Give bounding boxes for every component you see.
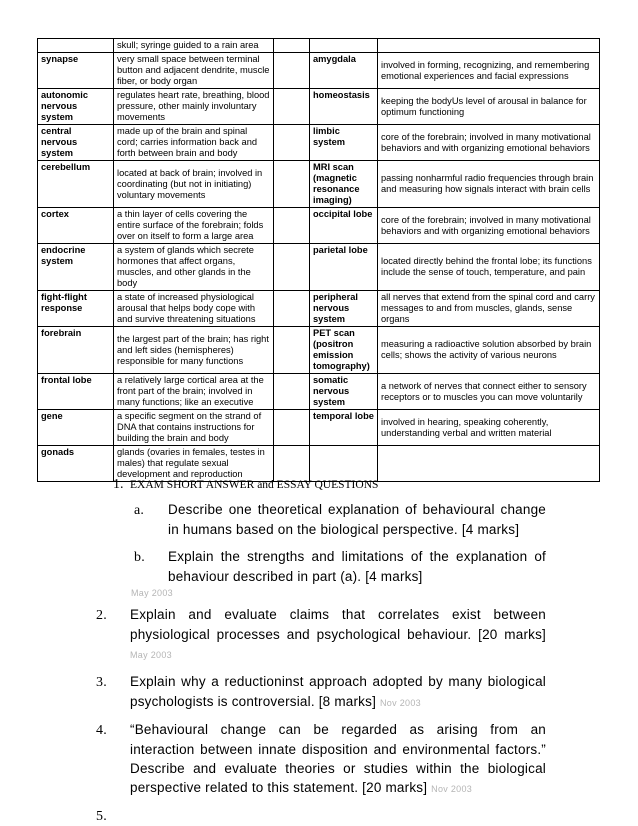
exam-heading: EXAM SHORT ANSWER and ESSAY QUESTIONS (130, 479, 379, 491)
question-1a-text: Describe one theoretical explanation of behavioural change in humans based on the biological perspective. [4 marks] (168, 502, 546, 537)
glossary-spacer-cell (274, 327, 310, 374)
glossary-term-left: cerebellum (38, 161, 114, 208)
exam-questions (96, 477, 546, 826)
glossary-term-left: gene (38, 410, 114, 446)
glossary-term-right: peripheral nervous system (310, 291, 378, 327)
question-3-text: Explain why a reductioninst approach adopted by many biological psychologists is controversial. [8 marks] (130, 674, 546, 709)
glossary-term-right: parietal lobe (310, 244, 378, 291)
question-3-number: 3. (96, 675, 107, 690)
question-4-source: Nov 2003 (431, 784, 473, 794)
glossary-spacer-cell (274, 374, 310, 410)
glossary-definition-right (378, 39, 600, 53)
glossary-definition-left: skull; syringe guided to a rain area (114, 39, 274, 53)
glossary-term-right: homeostasis (310, 89, 378, 125)
glossary-spacer-cell (274, 446, 310, 482)
glossary-definition-right: all nerves that extend from the spinal cord and carry messages to and from muscles, glands, sense organs (378, 291, 600, 327)
question-1-number: 1. (113, 477, 124, 492)
glossary-row (38, 125, 600, 161)
glossary-spacer-cell (274, 125, 310, 161)
glossary-row (38, 53, 600, 89)
glossary-row (38, 291, 600, 327)
glossary-term-right: PET scan (positron emission tomography) (310, 327, 378, 374)
glossary-definition-left: very small space between terminal button and adjacent dendrite, muscle fiber, or body organ (114, 53, 274, 89)
glossary-definition-right: a network of nerves that connect either to sensory receptors or to muscles you can move voluntarily (378, 374, 600, 410)
question-4-number: 4. (96, 723, 107, 738)
glossary-definition-right: core of the forebrain; involved in many motivational behaviors and with organizing emotional behaviors (378, 208, 600, 244)
glossary-definition-left: a thin layer of cells covering the entire surface of the forebrain; folds over on itself to form a large area (114, 208, 274, 244)
glossary-row (38, 39, 600, 53)
glossary-definition-right: core of the forebrain; involved in many motivational behaviors and with organizing emotional behaviors (378, 125, 600, 161)
glossary-definition-left: the largest part of the brain; has right and left sides (hemispheres) responsible for many functions (114, 327, 274, 374)
glossary-spacer-cell (274, 208, 310, 244)
glossary-term-left (38, 39, 114, 53)
glossary-row (38, 208, 600, 244)
glossary-definition-left: glands (ovaries in females, testes in males) that regulate sexual development and reproduction (114, 446, 274, 482)
question-2 (96, 605, 546, 665)
question-5 (96, 806, 546, 826)
question-1b (134, 547, 546, 586)
glossary-term-left: fight-flight response (38, 291, 114, 327)
glossary-definition-left: regulates heart rate, breathing, blood pressure, other mainly involuntary movements (114, 89, 274, 125)
glossary-term-right: occipital lobe (310, 208, 378, 244)
glossary-term-right: temporal lobe (310, 410, 378, 446)
glossary-definition-left: a relatively large cortical area at the front part of the brain; involved in many functions; like an executive (114, 374, 274, 410)
glossary-term-left: frontal lobe (38, 374, 114, 410)
glossary-body (38, 39, 600, 482)
glossary-spacer-cell (274, 161, 310, 208)
glossary-definition-right: keeping the bodyUs level of arousal in balance for optimum functioning (378, 89, 600, 125)
glossary-spacer-cell (274, 291, 310, 327)
glossary-term-right: MRI scan (magnetic resonance imaging) (310, 161, 378, 208)
glossary-term-left: autonomic nervous system (38, 89, 114, 125)
question-1a-label: a. (134, 503, 145, 518)
glossary-table (37, 38, 600, 482)
glossary-row (38, 410, 600, 446)
question-1-source: May 2003 (131, 588, 173, 598)
glossary-spacer-cell (274, 244, 310, 291)
question-1-heading (113, 478, 546, 492)
glossary-definition-left: made up of the brain and spinal cord; carries information back and forth between brain and body (114, 125, 274, 161)
glossary-row (38, 327, 600, 374)
question-2-number: 2. (96, 608, 107, 623)
glossary-spacer-cell (274, 410, 310, 446)
glossary-term-right: limbic system (310, 125, 378, 161)
glossary-definition-right: passing nonharmful radio frequencies through brain and measuring how signals interact with brain cells (378, 161, 600, 208)
question-3 (96, 672, 546, 713)
glossary-row (38, 89, 600, 125)
question-1a (134, 500, 546, 539)
glossary-term-left: central nervous system (38, 125, 114, 161)
question-1b-label: b. (134, 550, 145, 565)
glossary-spacer-cell (274, 39, 310, 53)
glossary-term-left: cortex (38, 208, 114, 244)
question-4-text: “Behavioural change can be regarded as arising from an interaction between innate disposition and environmental factors.” Describe and evaluate theories or studies within the biological perspective related to this statement. [20 marks] (130, 722, 546, 795)
glossary-spacer-cell (274, 89, 310, 125)
glossary-definition-left: a system of glands which secrete hormones that affect organs, muscles, and other glands in the body (114, 244, 274, 291)
question-3-source: Nov 2003 (380, 698, 421, 708)
question-5-number: 5. (96, 809, 107, 824)
glossary-term-left: forebrain (38, 327, 114, 374)
glossary-definition-left: a state of increased physiological arousal that helps body cope with and survive threatening situations (114, 291, 274, 327)
glossary-term-left: endocrine system (38, 244, 114, 291)
glossary-definition-right: involved in forming, recognizing, and remembering emotional experiences and facial expressions (378, 53, 600, 89)
glossary-term-right: amygdala (310, 53, 378, 89)
question-2-text: Explain and evaluate claims that correlates exist between physiological processes and psychological behaviour. [20 marks] (130, 607, 546, 642)
question-1b-text: Explain the strengths and limitations of the explanation of behaviour described in part (a). [4 marks] (168, 549, 546, 584)
glossary-definition-right (378, 446, 600, 482)
glossary-definition-right: measuring a radioactive solution absorbed by brain cells; shows the activity of various neurons (378, 327, 600, 374)
glossary-term-right (310, 39, 378, 53)
glossary-row (38, 374, 600, 410)
question-4 (96, 720, 546, 799)
glossary-term-right (310, 446, 378, 482)
question-2-source: May 2003 (130, 650, 172, 660)
glossary-row (38, 244, 600, 291)
glossary-term-left: gonads (38, 446, 114, 482)
glossary-definition-left: a specific segment on the strand of DNA that contains instructions for building the brain and body (114, 410, 274, 446)
glossary-definition-right: involved in hearing, speaking coherently, understanding verbal and written material (378, 410, 600, 446)
glossary-term-right: somatic nervous system (310, 374, 378, 410)
glossary-row (38, 161, 600, 208)
glossary-definition-left: located at back of brain; involved in coordinating (but not in initiating) voluntary movements (114, 161, 274, 208)
glossary-spacer-cell (274, 53, 310, 89)
glossary-definition-right: located directly behind the frontal lobe; its functions include the sense of touch, temperature, and pain (378, 244, 600, 291)
glossary-term-left: synapse (38, 53, 114, 89)
